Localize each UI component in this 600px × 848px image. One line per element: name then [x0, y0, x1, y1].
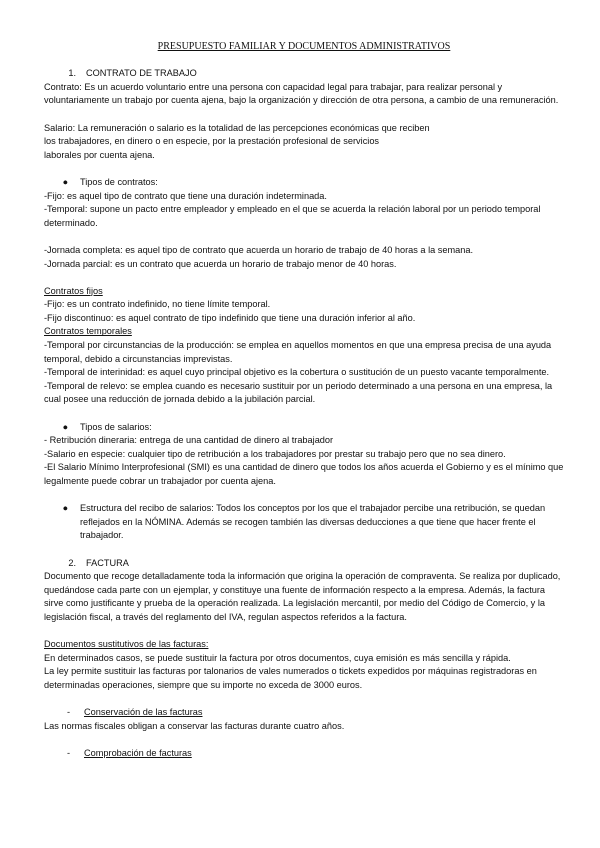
section-2-heading	[44, 557, 564, 571]
contrato-definition: Contrato: Es un acuerdo voluntario entre una persona con capacidad legal para trabajar, para realizar personal y voluntariamente un trabajo por cuenta ajena, bajo la organización y dirección de otra persona, a cambio de una remuneración.	[44, 81, 559, 106]
bullet-text: Tipos de contratos:	[80, 176, 158, 187]
section-title: FACTURA	[86, 557, 129, 568]
bullet-dot-icon: ●	[62, 421, 68, 432]
section-title: CONTRATO DE TRABAJO	[86, 68, 197, 79]
dash-marker-icon: -	[66, 707, 70, 718]
section-number: 2.	[68, 557, 76, 568]
document-title: PRESUPUESTO FAMILIAR Y DOCUMENTOS ADMINISTRATIVOS	[157, 41, 451, 52]
documentos-sustitutivos-text-2: La ley permite sustituir las facturas por talonarios de vales numerados o tickets expedidos por máquinas registradoras en determinadas operaciones, siempre que su importe no exceda de 3000 euros.	[44, 666, 537, 690]
retribucion-dineraria-text: - Retribución dineraria: entrega de una cantidad de dinero al trabajador	[44, 435, 334, 446]
fijo-discontinuo-text: -Fijo discontinuo: es aquel contrato de tipo indefinido que tiene una duración inferior al año.	[44, 312, 416, 323]
factura-definition: Documento que recoge detalladamente toda la información que origina la operación de compraventa. Se realiza por duplicado, quedándose cada parte con un ejemplar, y constituye una fuente de información respecto a la empresa. Además, la factura sirve como justificante y prueba de la operación realizada. La legislación mercantil, por medio del Código de Comercio, y la legislación fiscal, a través del reglamento del IVA, regulan aspectos referidos a la factura.	[44, 571, 561, 622]
salario-line-1: Salario: La remuneración o salario es la totalidad de las percepciones económicas que reciben	[44, 122, 430, 133]
document-page	[44, 36, 564, 760]
section-1-heading	[44, 67, 564, 81]
bullet-dot-icon: ●	[62, 503, 68, 514]
salario-line-3: laborales por cuenta ajena.	[44, 149, 155, 160]
conservacion-text: Las normas fiscales obligan a conservar las facturas durante cuatro años.	[44, 720, 345, 731]
bullet-text: Tipos de salarios:	[80, 421, 152, 432]
dash-comprobacion	[44, 747, 564, 761]
jornada-completa-text: -Jornada completa: es aquel tipo de contrato que acuerda un horario de trabajo de 40 horas a la semana.	[44, 244, 474, 255]
fijo-indefinido-text: -Fijo: es un contrato indefinido, no tiene límite temporal.	[44, 299, 271, 310]
salario-line-2: los trabajadores, en dinero o en especie, por la prestación profesional de servicios	[44, 136, 380, 147]
jornada-parcial-text: -Jornada parcial: es un contrato que acuerda un horario de trabajo menor de 40 horas.	[44, 258, 397, 269]
fijo-text: -Fijo: es aquel tipo de contrato que tiene una duración indeterminada.	[44, 190, 327, 201]
bullet-text: Estructura del recibo de salarios: Todos los conceptos por los que el trabajador percibe una retribución, se quedan reflejados en la NÓMINA. Además se recogen también las diversas deducciones a que tiene que hacer frente el trabajador.	[80, 503, 546, 541]
comprobacion-heading: Comprobación de facturas	[84, 747, 192, 758]
temporal-circunstancias-text: -Temporal por circunstancias de la producción: se emplea en aquellos momentos en que una empresa precisa de una ayuda temporal, debido a circunstancias imprevistas.	[44, 340, 552, 364]
bullet-estructura-recibo	[44, 502, 564, 543]
documentos-sustitutivos-text-1: En determinados casos, se puede sustituir la factura por otros documentos, cuya emisión es más sencilla y rápida.	[44, 652, 511, 663]
conservacion-heading: Conservación de las facturas	[84, 707, 203, 718]
temporal-relevo-text: -Temporal de relevo: se emplea cuando es necesario sustituir por un periodo determinado a una persona en una empresa, la cual posee una reducción de jornada debido a la jubilación parcial.	[44, 380, 553, 405]
temporal-interinidad-text: -Temporal de interinidad: es aquel cuyo principal objetivo es la cobertura o sustitución de un puesto vacante temporalmente.	[44, 367, 550, 378]
bullet-tipos-salarios	[44, 421, 564, 435]
salario-especie-text: -Salario en especie: cualquier tipo de retribución a los trabajadores por prestar su trabajo pero que no sea dinero.	[44, 448, 506, 459]
smi-text: -El Salario Mínimo Interprofesional (SMI) es una cantidad de dinero que todos los años acuerda el Gobierno y es el mínimo que legalmente puede cobrar un trabajador por cuenta ajena.	[44, 462, 564, 486]
bullet-dot-icon: ●	[62, 176, 68, 187]
section-number: 1.	[68, 68, 76, 79]
dash-marker-icon: -	[66, 747, 70, 758]
contratos-fijos-heading: Contratos fijos	[44, 285, 103, 296]
temporal-text: -Temporal: supone un pacto entre empleador y empleado en el que se acuerda la relación laboral por un periodo temporal determinado.	[44, 204, 541, 228]
documentos-sustitutivos-heading: Documentos sustitutivos de las facturas:	[44, 639, 209, 650]
contratos-temporales-heading: Contratos temporales	[44, 326, 132, 337]
dash-conservacion	[44, 706, 564, 720]
bullet-tipos-contratos	[44, 176, 564, 190]
